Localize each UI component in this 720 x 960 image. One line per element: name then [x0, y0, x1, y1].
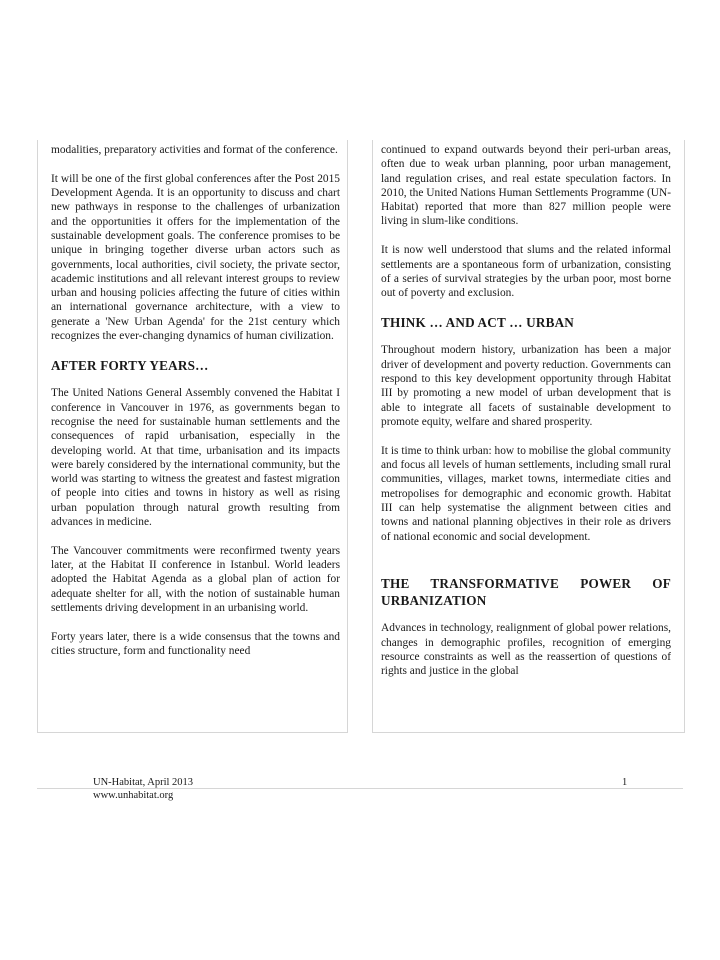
page-number: 1 [622, 777, 628, 788]
footer-website: www.unhabitat.org [93, 790, 174, 801]
section-heading: AFTER FORTY YEARS… [51, 357, 209, 373]
paragraph: modalities, preparatory activities and format of the conference. [51, 144, 338, 156]
paragraph: It is time to think urban: how to mobilise the global community and focus all levels of human settlements, including small rural communities, villages, market towns, intermediate cities and metropolises for demographic and economic growth. Habitat III can help systematise the alignment between cities and towns and national planning objectives in their role as drivers of national economic and social development. [381, 444, 671, 543]
paragraph: Throughout modern history, urbanization has been a major driver of development and poverty reduction. Governments can respond to this key development opportunity through Habitat III by promoting a new model of urban development that is able to integrate all facets of sustainable development to promote equity, welfare and shared prosperity. [381, 344, 671, 428]
spacer [381, 558, 671, 572]
paragraph: It is now well understood that slums and the related informal settlements are a spontaneous form of urbanization, consisting of a series of survival strategies by the urban poor, most borne out of poverty and exclusion. [381, 244, 671, 300]
paragraph: It will be one of the first global conferences after the Post 2015 Development Agenda. It is an opportunity to discuss and chart new pathways in response to the challenges of urbanization and the opportunities it offers for the implementation of the sustainable development goals. The conference promises to be unique in bringing together diverse urban actors such as governments, local authorities, civil society, the private sector, academic institutions and all relevant interest groups to review urban and housing policies affecting the future of cities within an international governance architecture, with a view to generate a 'New Urban Agenda' for the 21st century which recognizes the ever-changing dynamics of human civilization. [51, 172, 340, 343]
left-column [51, 143, 340, 729]
paragraph: continued to expand outwards beyond their peri-urban areas, often due to weak urban planning, poor urban management, land regulation crises, and real estate speculation factors. In 2010, the United Nations Human Settlements Programme (UN-Habitat) reported that more than 827 million people were living in slum-like conditions. [381, 144, 671, 228]
section-heading: THE TRANSFORMATIVE POWER OF URBANIZATION [381, 576, 671, 608]
footer-credit [93, 776, 193, 802]
footer-org-date: UN-Habitat, April 2013 [93, 777, 194, 788]
paragraph: Advances in technology, realignment of global power relations, changes in demographic profiles, recognition of emerging resource constraints as well as the reassertion of questions of rights and justice in the global [381, 622, 671, 678]
right-column [381, 143, 671, 729]
paragraph: The United Nations General Assembly convened the Habitat I conference in Vancouver in 1976, as governments began to recognise the need for sustainable human settlements and the consequences of rapid urbanisation, especially in the developing world. At that time, urbanisation and its impacts were barely considered by the international community, but the world was starting to witness the greatest and fastest migration of people into cities and towns in history as well as rising urban population through natural growth resulting from advances in medicine. [51, 387, 340, 529]
paragraph: Forty years later, there is a wide consensus that the towns and cities structure, form and functionality need [51, 630, 340, 658]
paragraph: The Vancouver commitments were reconfirmed twenty years later, at the Habitat II conference in Istanbul. World leaders adopted the Habitat Agenda as a global plan of action for adequate shelter for all, with the notion of sustainable human settlements driving development in an urbanising world. [51, 544, 340, 615]
section-heading: THINK … AND ACT … URBAN [381, 314, 575, 330]
